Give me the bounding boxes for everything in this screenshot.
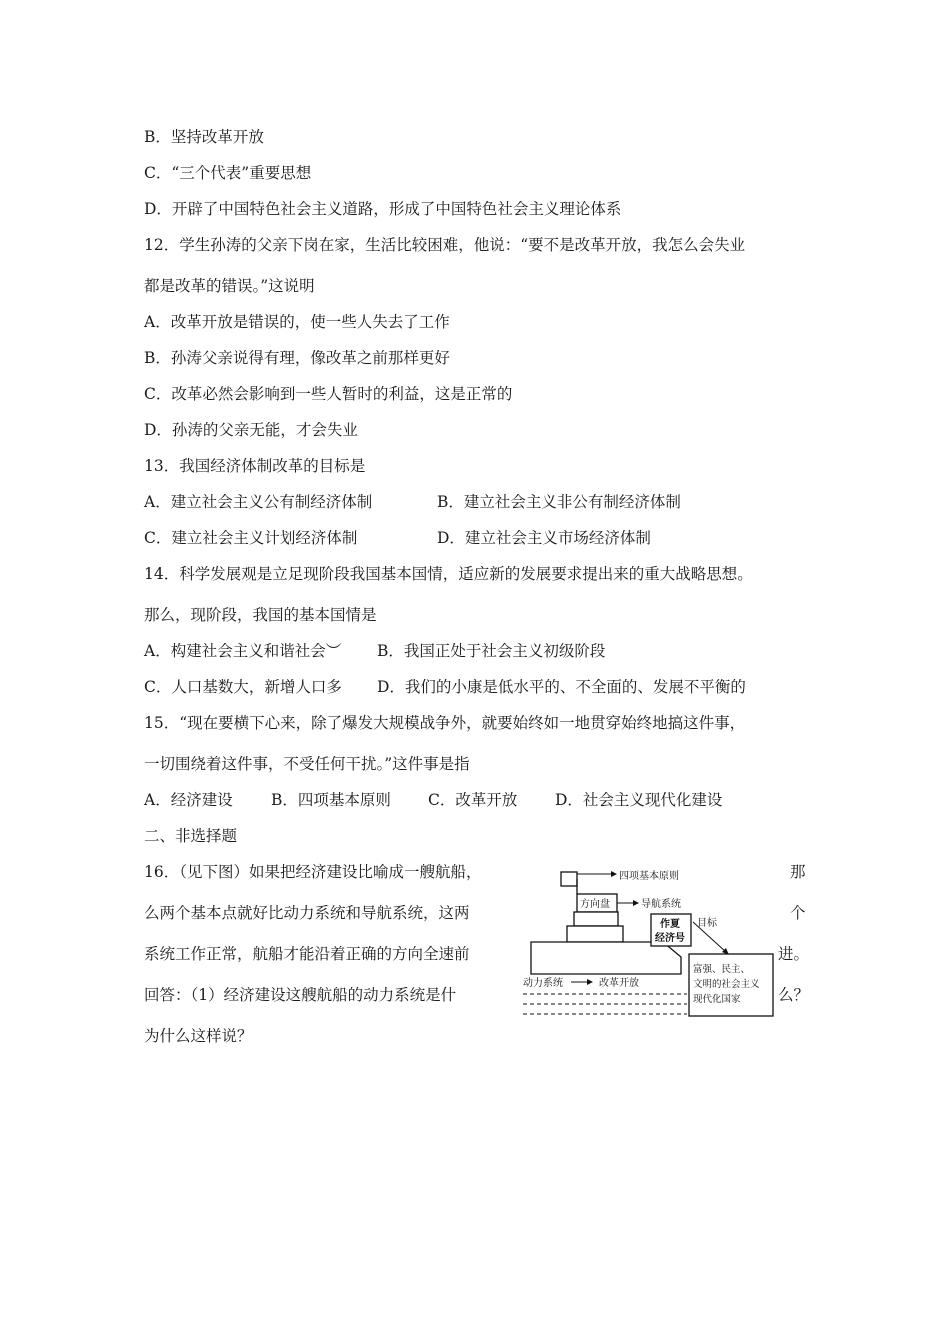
label-daohang: 导航系统 (641, 899, 681, 910)
label-gaige: 改革开放 (599, 978, 639, 989)
q16-line2: 么两个基本点就好比动力系统和导航系统，这两 (144, 904, 470, 922)
q16-line4-end: 么？ (778, 986, 810, 1004)
q14-option-a: A．构建社会主义和谐社会︶ (144, 642, 342, 660)
label-goal-1: 富强、民主、 (693, 964, 751, 975)
q16-line3: 系统工作正常，航船才能沿着正确的方向全速前 (144, 945, 470, 963)
q13-stem: 13．我国经济体制改革的目标是 (144, 457, 366, 475)
section-heading: 二、非选择题 (144, 827, 238, 845)
q15-option-a: A．经济建设 (144, 791, 233, 809)
q14-option-d: D．我们的小康是低水平的、不全面的、发展不平衡的 (377, 678, 746, 696)
q13-option-a: A．建立社会主义公有制经济体制 (144, 493, 373, 511)
q11-option-d: D．开辟了中国特色社会主义道路，形成了中国特色社会主义理论体系 (144, 200, 622, 218)
label-mubiao: 目标 (697, 918, 717, 929)
q15-stem-line2: 一切围绕着这件事，不受任何干扰。”这件事是指 (144, 755, 470, 773)
q14-stem-line2: 那么，现阶段，我国的基本国情是 (144, 606, 377, 624)
q14-option-b: B．我国正处于社会主义初级阶段 (377, 642, 606, 660)
q16-line1: 16．（见下图）如果把经济建设比喻成一艘航船， (144, 863, 482, 881)
q12-stem-line1: 12．学生孙涛的父亲下岗在家，生活比较困难，他说：“要不是改革开放，我怎么会失业 (144, 236, 746, 254)
q14-stem-line1: 14．科学发展观是立足现阶段我国基本国情，适应新的发展要求提出来的重大战略思想。 (144, 565, 753, 583)
q16-line3-end: 进。 (778, 945, 810, 963)
q13-option-c: C．建立社会主义计划经济体制 (144, 529, 358, 547)
arrowhead-sijiben (611, 871, 617, 877)
q12-option-c: C．改革必然会影响到一些人暂时的利益，这是正常的 (144, 385, 513, 403)
ship-hull (531, 942, 681, 974)
q15-option-d: D．社会主义现代化建设 (555, 791, 723, 809)
q14-option-c: C．人口基数大，新增人口多 (144, 678, 342, 696)
cabin-upper (574, 912, 618, 926)
label-dongli: 动力系统 (523, 978, 563, 989)
q16-line5: 为什么这样说？ (144, 1027, 253, 1045)
cabin-lower (567, 926, 623, 942)
q12-option-d: D．孙涛的父亲无能，才会失业 (144, 421, 358, 439)
flag-shape (561, 872, 577, 886)
q13-option-b: B．建立社会主义非公有制经济体制 (437, 493, 681, 511)
q16-line2-end: 个 (790, 904, 806, 922)
q16-line1-end: 那 (790, 863, 806, 881)
q12-option-a: A．改革开放是错误的，使一些人失去了工作 (144, 313, 450, 331)
q16-line4: 回答：（1）经济建设这艘航船的动力系统是什 (144, 986, 457, 1004)
label-fangxiangpan: 方向盘 (580, 899, 610, 910)
label-goal-3: 现代化国家 (693, 994, 741, 1005)
q15-option-b: B．四项基本原则 (271, 791, 391, 809)
q12-stem-line2: 都是改革的错误。”这说明 (144, 277, 315, 295)
q15-stem-line1: 15．“现在要横下心来，除了爆发大规模战争外，就要始终如一地贯穿始终地搞这件事， (144, 714, 746, 732)
q12-option-b: B．孙涛父亲说得有理，像改革之前那样更好 (144, 349, 450, 367)
q11-option-c: C．“三个代表”重要思想 (144, 164, 312, 182)
label-zuoxia1: 作夏 (660, 919, 680, 930)
arrowhead-daohang (633, 900, 639, 906)
arrowhead-gaige (587, 979, 593, 985)
label-sijiben: 四项基本原则 (619, 871, 679, 882)
q13-option-d: D．建立社会主义市场经济体制 (437, 529, 651, 547)
label-zuoxia2: 经济号 (655, 933, 685, 944)
ship-diagram (521, 852, 775, 1020)
q11-option-b: B．坚持改革开放 (144, 128, 264, 146)
q15-option-c: C．改革开放 (428, 791, 518, 809)
label-goal-2: 文明的社会主义 (693, 979, 760, 990)
